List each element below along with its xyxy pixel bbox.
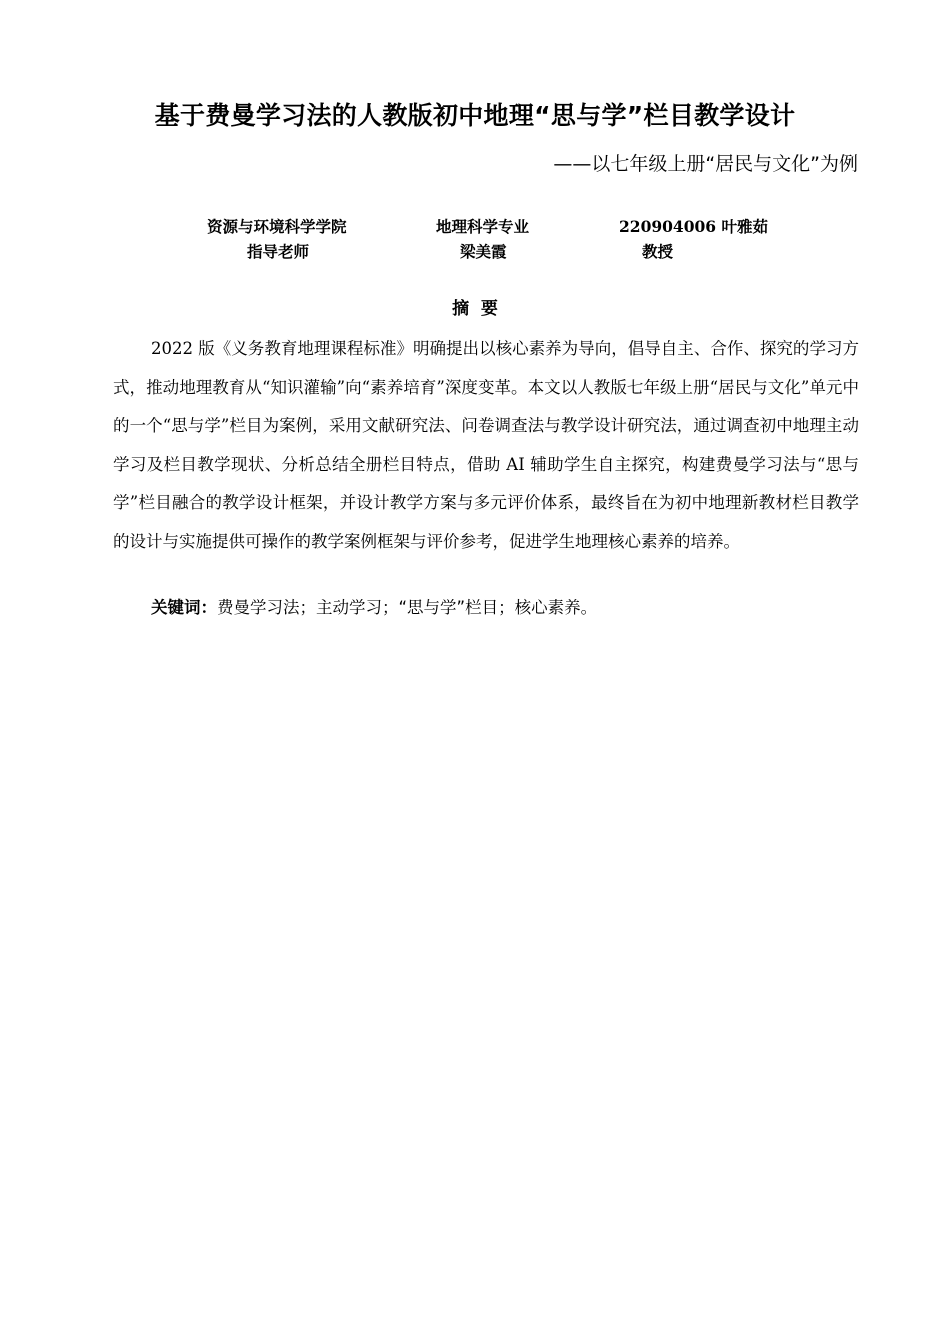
- advisor-title: 教授: [642, 242, 674, 261]
- major-name: 地理科学专业: [436, 217, 530, 236]
- keywords-line: [151, 590, 597, 626]
- abstract-body: 2022 版《义务教育地理课程标准》明确提出以核心素养为导向，倡导自主、合作、探究的学习方式，推动地理教育从“知识灌输”向“素养培育”深度变革。本文以人教版七年级上册“居民与文化”单元中的一个“思与学”栏目为案例，采用文献研究法、问卷调查法与教学设计研究法，通过调查初中地理主动学习及栏目教学现状、分析总结全册栏目特点，借助 AI 辅助学生自主探究，构建费曼学习法与“思与学”栏目融合的教学设计框架，并设计教学方案与多元评价体系，最终旨在为初中地理新教材栏目教学的设计与实施提供可操作的教学案例框架与评价参考，促进学生地理核心素养的培养。: [113, 339, 859, 551]
- abstract-heading: 摘 要: [452, 299, 498, 319]
- keywords-label: 关键词：: [151, 598, 217, 617]
- keywords-text: 费曼学习法；主动学习；“思与学”栏目；核心素养。: [217, 598, 598, 617]
- student-id-name: 220904006 叶雅茹: [619, 217, 768, 236]
- document-title: 基于费曼学习法的人教版初中地理“思与学”栏目教学设计: [154, 101, 796, 130]
- college-name: 资源与环境科学学院: [207, 217, 347, 236]
- advisor-name: 梁美霞: [460, 242, 507, 261]
- document-subtitle: ——以七年级上册“居民与文化”为例: [553, 153, 858, 175]
- advisor-label: 指导老师: [247, 242, 310, 261]
